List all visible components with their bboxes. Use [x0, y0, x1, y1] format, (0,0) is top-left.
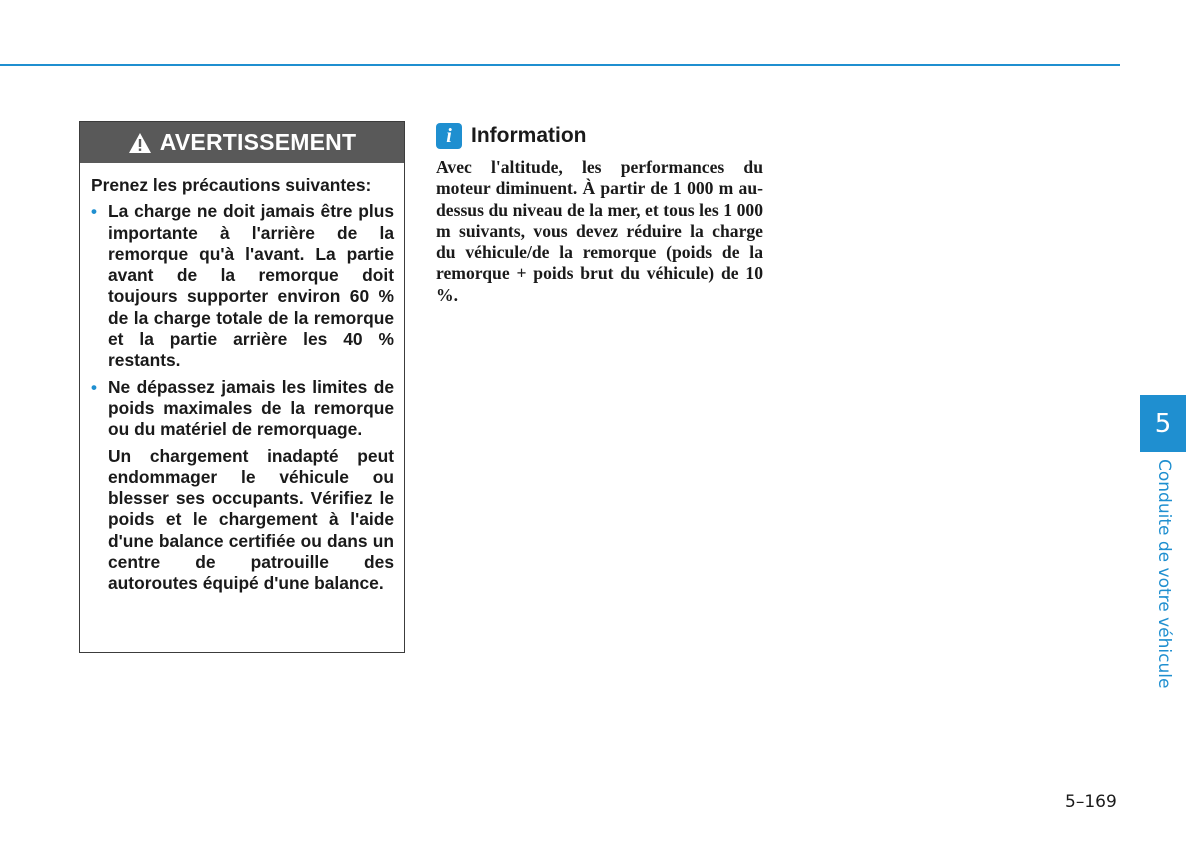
information-section — [436, 123, 763, 306]
top-rule — [0, 64, 1120, 66]
chapter-side-label-wrap — [1149, 459, 1179, 689]
information-text: Avec l'altitude, les performances du moteur diminuent. À partir de 1 000 m au-dessus du niveau de la mer, et tous les 1 000 m suivants, vous devez réduire la charge du véhicule/de la remorque (poids de la remorque + poids brut du véhicule) de 10 %. — [436, 157, 763, 305]
bullet-icon: • — [91, 377, 97, 397]
warning-box — [79, 121, 405, 653]
page-number: 5–169 — [1065, 792, 1117, 812]
info-icon: i — [436, 123, 462, 149]
chapter-side-label: Conduite de votre véhicule — [1154, 459, 1174, 689]
warning-bullet-text: Ne dépassez jamais les limites de poids maximales de la remorque ou du matériel de remorquage. — [108, 376, 394, 440]
warning-intro: Prenez les précautions suivantes: — [91, 175, 372, 195]
chapter-number-tab: 5 — [1140, 395, 1186, 452]
information-title: Information — [471, 124, 587, 147]
bullet-icon: • — [91, 202, 97, 222]
warning-header — [80, 122, 404, 163]
information-heading — [436, 123, 763, 149]
warning-body — [80, 163, 404, 595]
warning-bullet-item — [91, 377, 394, 441]
warning-bullet-text: La charge ne doit jamais être plus importante à l'arrière de la remorque qu'à l'avant. La partie avant de la remorque doit toujours supporter environ 60 % de la charge totale de la remorque et la partie arrière les 40 % restants. — [108, 201, 394, 371]
warning-bullet-item — [91, 201, 394, 371]
warning-paragraph: Un chargement inadapté peut endommager le véhicule ou blesser ses occupants. Vérifiez le poids et le chargement à l'aide d'une balance certifiée ou dans un centre de patrouille des autoroutes équipé d'une balance. — [108, 445, 394, 594]
warning-triangle-icon — [128, 132, 152, 154]
warning-title: AVERTISSEMENT — [159, 129, 357, 155]
